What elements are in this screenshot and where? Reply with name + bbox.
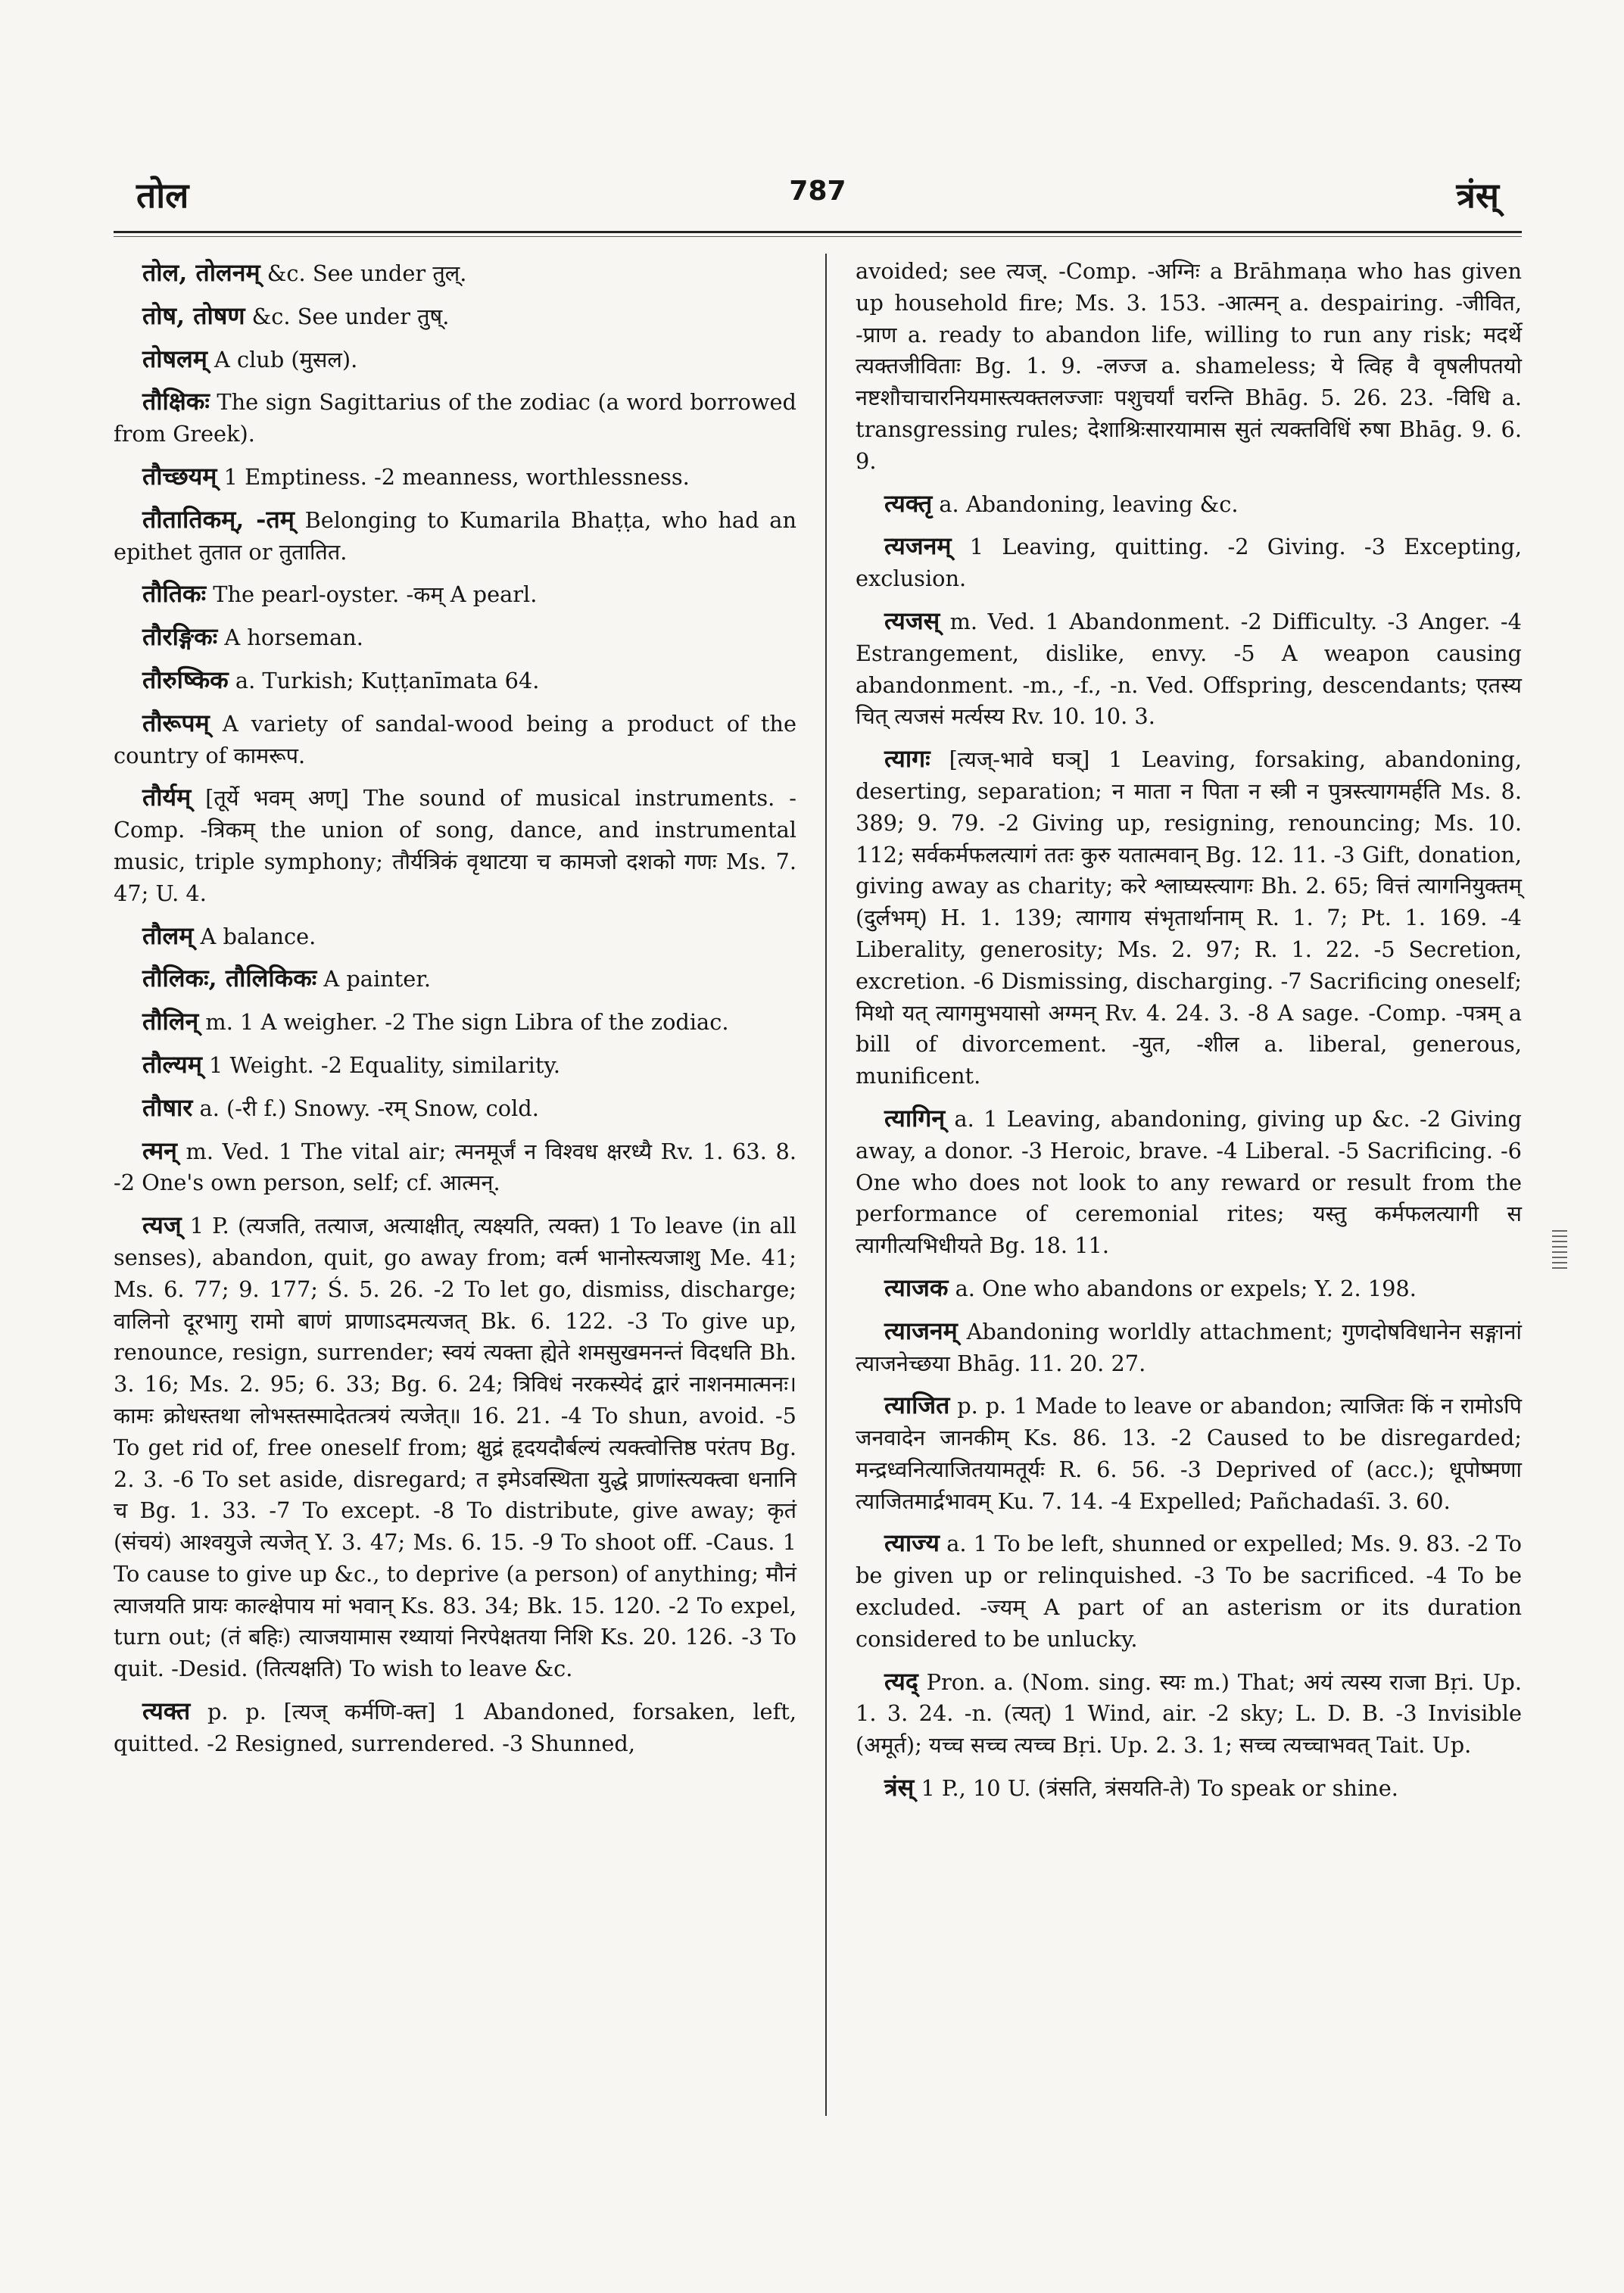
entry-headword: त्यजनम् — [884, 531, 952, 561]
dictionary-entry — [856, 606, 1522, 733]
entry-headword: तौतिकः — [142, 579, 207, 609]
entry-definition: 1 Weight. -2 Equality, similarity. — [201, 1051, 560, 1078]
dictionary-entry — [114, 578, 796, 611]
entry-headword: त्रंस् — [884, 1773, 915, 1802]
dictionary-entry — [856, 1103, 1522, 1262]
entry-definition: The sign Sagittarius of the zodiac (a word borrowed from Greek). — [114, 389, 796, 447]
dictionary-entry — [114, 1092, 796, 1125]
entry-definition: A balance. — [193, 923, 316, 949]
entry-headword: त्यागिन् — [884, 1103, 946, 1132]
entry-definition: a. One who abandons or expels; Y. 2. 198. — [948, 1275, 1417, 1301]
entry-headword: त्याजित — [884, 1391, 950, 1420]
dictionary-entry — [114, 665, 796, 697]
margin-tick-marks — [1552, 1230, 1567, 1277]
dictionary-entry — [856, 1528, 1522, 1655]
right-column — [856, 256, 1522, 1815]
column-divider — [825, 254, 827, 2116]
dictionary-entry — [114, 921, 796, 953]
dictionary-entry — [856, 1273, 1522, 1305]
entry-headword: त्यद् — [884, 1666, 918, 1696]
left-column — [114, 257, 796, 1771]
entry-definition: 1 Emptiness. -2 meanness, worthlessness. — [217, 463, 690, 490]
entry-definition: m. 1 A weigher. -2 The sign Libra of the zodiac. — [198, 1009, 729, 1036]
dictionary-entry — [114, 963, 796, 995]
dictionary-entry — [856, 1316, 1522, 1380]
entry-headword: तोल, तोलनम् — [142, 258, 260, 287]
dictionary-entry — [114, 1006, 796, 1039]
entry-headword: तौरङ्गिकः — [142, 622, 218, 652]
entry-headword: त्यजस् — [884, 606, 940, 635]
entry-headword: तौरुष्किक — [142, 665, 229, 694]
entry-headword: तौलिन् — [142, 1007, 199, 1036]
entry-definition: m. Ved. 1 The vital air; त्मनमूर्जं न विश्वध क्षरध्यै Rv. 1. 63. 8. -2 One's own person, self; cf. आत्मन्. — [114, 1138, 796, 1196]
entry-headword: तौक्षिकः — [142, 387, 210, 416]
entry-definition: A club (मुसल). — [207, 346, 358, 372]
entry-headword: त्याजनम् — [884, 1316, 958, 1345]
dictionary-entry — [856, 743, 1522, 1092]
dictionary-entry — [114, 1696, 796, 1760]
dictionary-entry — [856, 1390, 1522, 1517]
entry-definition: 1 P. (त्यजति, तत्याज, अत्याक्षीत्, त्यक्ष्यति, त्यक्त) 1 To leave (in all senses), abandon, quit, go away from; वर्त्म भानोस्त्यजाशु Me. 41; Ms. 6. 77; 9. 177; Ś. 5. 26. -2 To let go, dismiss, discharge; वालिनो दूरभागु रामो बाणं प्राणाऽदमत्यजत् Bk. 6. 122. -3 To give up, renounce, resign, surrender; स्वयं त्यक्ता ह्येते शमसुखमनन्तं विदधति Bh. 3. 16; Ms. 2. 95; 6. 33; Bg. 6. 24; त्रिविधं नरकस्येदं द्वारं नाशनमात्मनः। कामः क्रोधस्तथा लोभस्तस्मादेतत्त्रयं त्यजेत्॥ 16. 21. -4 To shun, avoid. -5 To get rid of, free oneself from; क्षुद्रं हृदयदौर्बल्यं त्यक्त्वोत्तिष्ठ परंतप Bg. 2. 3. -6 To set aside, disregard; त इमेऽवस्थिता युद्धे प्राणांस्त्यक्त्वा धनानि च Bg. 1. 33. -7 To except. -8 To distribute, give away; कृतं (संचयं) आश्वयुजे त्यजेत् Y. 3. 47; Ms. 6. 15. -9 To shoot off. -Caus. 1 To cause to give up &c., to deprive (a person) of anything; मौनं त्याजयति प्रायः काल्क्षेपाय मां भवान् Ks. 83. 34; Bk. 15. 120. -2 To expel, turn out; (तं बहिः) त्याजयामास रथ्यायां निरपेक्षतया निशि Ks. 20. 126. -3 To quit. -Desid. (तित्यक्षति) To wish to leave &c. — [114, 1213, 796, 1682]
page-header — [114, 165, 1522, 226]
entry-definition: a. 1 Leaving, abandoning, giving up &c. -2 Giving away, a donor. -3 Heroic, brave. -4 Liberal. -5 Sacrificing. -6 One who does not look to any reward or result from the performance of ceremonial rites; यस्तु कर्मफलत्यागी स त्यागीत्यभिधीयते Bg. 18. 11. — [856, 1105, 1522, 1259]
dictionary-entry — [114, 257, 796, 290]
header-rule-thin — [114, 236, 1522, 237]
dictionary-entry — [114, 622, 796, 654]
entry-headword: तौच्छयम् — [142, 461, 217, 491]
entry-headword: तौषार — [142, 1092, 193, 1122]
header-rule-thick — [114, 231, 1522, 233]
entry-definition: Abandoning worldly attachment; गुणदोषविधानेन सङ्गानां त्याजनेच्छया Bhāg. 11. 20. 27. — [856, 1318, 1522, 1376]
entry-definition: &c. See under तुल्. — [260, 260, 467, 286]
entry-definition: p. p. [त्यज् कर्मणि-क्त] 1 Abandoned, forsaken, left, quitted. -2 Resigned, surrendered. -3 Shunned, — [114, 1699, 796, 1756]
page-number: 787 — [789, 176, 846, 207]
entry-definition: The pearl-oyster. -कम् A pearl. — [206, 581, 538, 608]
entry-headword: त्मन् — [142, 1136, 177, 1165]
entry-definition: a. (-री f.) Snowy. -रम् Snow, cold. — [192, 1095, 539, 1121]
entry-definition: 1 Leaving, quitting. -2 Giving. -3 Excepting, exclusion. — [856, 534, 1522, 592]
entry-definition: avoided; see त्यज्. -Comp. -अग्निः a Brāhmaṇa who has given up household fire; Ms. 3. 153. -आत्मन् a. despairing. -जीवित, -प्राण a. ready to abandon life, willing to run any risk; मदर्थे त्यक्तजीविताः Bg. 1. 9. -लज्ज a. shameless; ये त्विह वै वृषलीपतयो नष्टशौचाचारनियमास्त्यक्तलज्जाः पशुचर्यां चरन्ति Bhāg. 5. 26. 23. -विधि a. transgressing rules; देशाश्रिःसारयामास सुतं त्यक्तविधिं रुषा Bhāg. 9. 6. 9. — [856, 258, 1522, 474]
dictionary-entry — [114, 708, 796, 772]
entry-definition: 1 P., 10 U. (त्रंसति, त्रंसयति-ते) To speak or shine. — [914, 1775, 1398, 1802]
entry-headword: तोषलम् — [142, 344, 207, 373]
entry-headword: तौलम् — [142, 921, 194, 950]
entry-definition: [त्यज्-भावे घञ्] 1 Leaving, forsaking, abandoning, deserting, separation; न माता न पिता न स्त्री न पुत्रस्त्यागमर्हति Ms. 8. 389; 9. 79. -2 Giving up, resigning, renouncing; Ms. 10. 112; सर्वकर्मफलत्यागं ततः कुरु यतात्मवान् Bg. 12. 11. -3 Gift, donation, giving away as charity; करे श्लाघ्यस्त्यागः Bh. 2. 65; वित्तं त्यागनियुक्तम् (दुर्लभम्) H. 1. 139; त्यागाय संभृतार्थानाम् R. 1. 7; Pt. 1. 169. -4 Liberality, generosity; Ms. 2. 97; R. 1. 22. -5 Secretion, excretion. -6 Dismissing, discharging. -7 Sacrificing oneself; मिथो यत् त्यागमुभयासो अग्मन् Rv. 4. 24. 3. -8 A sage. -Comp. -पत्रम् a bill of divorcement. -युत, -शील a. liberal, generous, munificent. — [856, 746, 1522, 1089]
entry-headword: त्यक्त — [142, 1696, 191, 1726]
dictionary-entry — [114, 386, 796, 450]
entry-definition: a. Abandoning, leaving &c. — [932, 491, 1239, 517]
dictionary-entry — [856, 1772, 1522, 1805]
entry-definition: A painter. — [316, 966, 432, 992]
dictionary-entry — [114, 461, 796, 494]
entry-definition: a. 1 To be left, shunned or expelled; Ms. 9. 83. -2 To be given up or relinquished. -3 To be sacrificed. -4 To be excluded. -ज्यम् A part of an asterism or its duration considered to be unlucky. — [856, 1531, 1522, 1652]
entry-headword: तोष, तोषण — [142, 301, 245, 330]
entry-definition: Pron. a. (Nom. sing. स्यः m.) That; अयं त्यस्य राजा Bṛi. Up. 1. 3. 24. -n. (त्यत्) 1 Wind, air. -2 sky; L. D. B. -3 Invisible (अमूर्त); यच्च सच्च त्यच्च Bṛi. Up. 2. 3. 1; सच्च त्यच्चाभवत् Tait. Up. — [856, 1668, 1522, 1759]
entry-headword: त्याजक — [884, 1273, 949, 1302]
entry-definition: a. Turkish; Kuṭṭanīmata 64. — [228, 667, 540, 693]
dictionary-entry — [856, 256, 1522, 478]
dictionary-entry — [856, 531, 1522, 595]
dictionary-entry — [114, 1210, 796, 1685]
dictionary-entry — [114, 1049, 796, 1082]
right-guide-word: त्रंस् — [1456, 175, 1499, 216]
left-guide-word: तोल — [136, 175, 189, 216]
dictionary-entry — [114, 344, 796, 376]
entry-definition: A horseman. — [217, 625, 363, 651]
dictionary-entry — [114, 782, 796, 909]
entry-headword: त्यागः — [884, 744, 930, 774]
entry-headword: तौरूपम् — [142, 708, 210, 737]
entry-definition: p. p. 1 Made to leave or abandon; त्याजितः किं न रामोऽपि जनवादेन जानकीम् Ks. 86. 13. -2 Caused to be disregarded; मन्द्रध्वनित्याजितयामतूर्यः R. 6. 56. -3 Deprived of (acc.); धूपोष्मणा त्याजितमार्द्रभावम् Ku. 7. 14. -4 Expelled; Pañchadaśī. 3. 60. — [856, 1393, 1522, 1514]
entry-headword: तौर्यम् — [142, 783, 192, 812]
dictionary-entry — [114, 1136, 796, 1200]
entry-definition: &c. See under तुष्. — [245, 303, 450, 329]
entry-headword: त्याज्य — [884, 1528, 940, 1558]
dictionary-entry — [856, 488, 1522, 521]
entry-headword: तौतातिकम्, -तम् — [142, 504, 295, 534]
entry-headword: तौल्यम् — [142, 1049, 202, 1079]
entry-headword: त्यक्तृ — [884, 488, 933, 518]
entry-definition: A variety of sandal-wood being a product of the country of कामरूप. — [114, 710, 796, 768]
dictionary-entry — [856, 1666, 1522, 1762]
entry-headword: त्यज् — [142, 1210, 182, 1240]
entry-definition: m. Ved. 1 Abandonment. -2 Difficulty. -3 Anger. -4 Estrangement, dislike, envy. -5 A weapon causing abandonment. -m., -f., -n. Ved. Offspring, descendants; एतस्य चित् त्यजसं मर्त्यस्य Rv. 10. 10. 3. — [856, 608, 1522, 730]
entry-definition: Belonging to Kumarila Bhaṭṭa, who had an epithet तुतात or तुतातित. — [114, 506, 796, 565]
dictionary-entry — [114, 504, 796, 569]
entry-definition: [तूर्ये भवम् अण्] The sound of musical instruments. -Comp. -त्रिकम् the union of song, dance, and instrumental music, triple symphony; तौर्यत्रिकं वृथाटया च कामजो दशको गणः Ms. 7. 47; U. 4. — [114, 785, 796, 906]
entry-headword: तौलिकः, तौलिकिकः — [142, 964, 317, 993]
dictionary-entry — [114, 301, 796, 333]
